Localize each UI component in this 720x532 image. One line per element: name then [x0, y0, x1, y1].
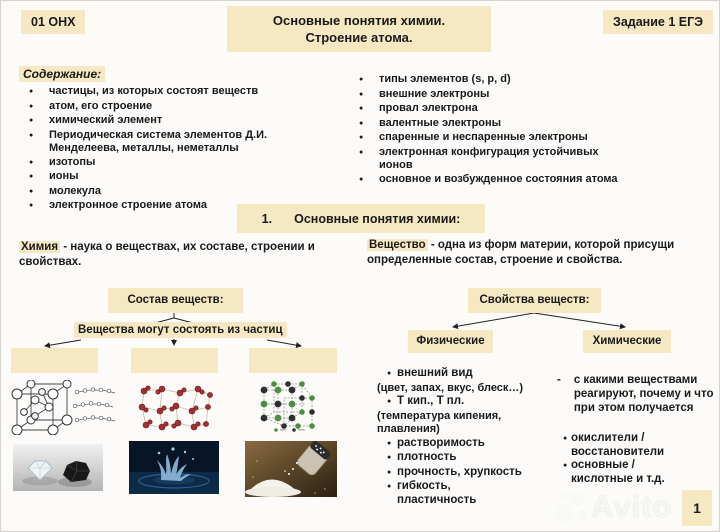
list-item-text: спаренные и неспаренные электроны [379, 131, 588, 143]
water-splash-photo [129, 441, 219, 494]
dash-marker: - [557, 374, 561, 386]
list-item [549, 432, 720, 459]
bullet-icon [29, 156, 49, 171]
list-item-text: Т кип., Т пл. [397, 395, 465, 407]
watermark-text: Avito [591, 489, 673, 524]
list-item-text: частицы, из которых состоят веществ [49, 85, 259, 97]
slide-title [227, 6, 491, 52]
list-item-text: атом, его строение [49, 99, 153, 112]
chemical-intro-text: с какими веществами реагируют, почему и что при этом получается [573, 374, 714, 414]
list-item-text: растворимость [397, 436, 485, 449]
list-item [29, 129, 299, 156]
list-item [359, 73, 637, 88]
bullet-icon [373, 480, 397, 507]
list-item [29, 100, 299, 115]
list-item-text: провал электрона [379, 102, 478, 114]
ionic-lattice-image [246, 380, 332, 432]
bullet-icon [373, 466, 397, 481]
list-item [373, 480, 543, 507]
bullet-icon [29, 185, 49, 200]
bullet-icon [359, 88, 379, 103]
list-item-text: внешний вид [397, 367, 473, 379]
list-item [29, 185, 299, 200]
bullet-icon [29, 114, 49, 129]
list-item [549, 459, 720, 486]
list-item [359, 117, 637, 132]
composition-title-box: Состав веществ: [108, 288, 243, 313]
list-item-text: прочность, хрупкость [397, 465, 522, 478]
list-item [373, 395, 543, 410]
section-number: 1. [261, 211, 273, 226]
contents-list-right [359, 73, 637, 187]
list-item-text: гибкость, пластичность [397, 480, 477, 506]
chemical-intro [549, 373, 720, 415]
bullet-icon [549, 459, 571, 486]
physical-properties-box: Физические [408, 330, 493, 353]
page-number: 1 [682, 490, 712, 526]
section-label: Основные понятия химии: [294, 211, 461, 226]
list-item [359, 131, 637, 146]
bullet-icon [29, 85, 49, 100]
bullet-icon [359, 73, 379, 88]
contents-list-left [29, 85, 299, 214]
header-right-badge: Задание 1 ЕГЭ [603, 10, 713, 34]
list-item [373, 437, 543, 452]
bullet-icon [29, 129, 49, 156]
list-item [359, 146, 637, 173]
bullet-icon [29, 199, 49, 214]
bullet-icon [373, 437, 397, 452]
properties-title-box: Свойства веществ: [468, 288, 601, 313]
list-item-text: электронная конфигурация устойчивых ионов [379, 145, 599, 171]
list-item [359, 173, 637, 188]
bullet-icon [373, 367, 397, 382]
list-item-text: внешние электроны [379, 87, 490, 100]
list-item-text: химический элемент [49, 114, 163, 126]
particle-box-1 [11, 348, 98, 373]
list-item [373, 367, 543, 382]
header-left-badge: 01 ОНХ [21, 10, 85, 34]
bullet-icon [359, 173, 379, 188]
list-item-text: электронное строение атома [49, 199, 207, 211]
list-item-text: типы элементов (s, p, d) [379, 73, 511, 85]
molecular-lattice-image [132, 381, 216, 433]
bullet-icon [359, 131, 379, 146]
list-item-text: изотопы [49, 155, 96, 168]
composition-subtitle: Вещества могут состоять из частиц [74, 322, 287, 338]
chemistry-definition [19, 240, 344, 270]
contents-heading: Содержание: [19, 66, 105, 82]
list-item-text: ионы [49, 170, 79, 182]
list-item [359, 88, 637, 103]
list-item-note: (температура кипения, плавления) [377, 409, 502, 435]
list-item [29, 114, 299, 129]
physical-properties-list [373, 367, 543, 507]
list-item-note: (цвет, запах, вкус, блеск…) [377, 381, 524, 394]
list-item [373, 466, 543, 481]
term-chemistry: Химия [21, 241, 59, 253]
particle-box-3 [249, 348, 337, 373]
list-item [29, 156, 299, 171]
list-item [29, 170, 299, 185]
bullet-icon [359, 117, 379, 132]
term-substance: Вещество [369, 239, 426, 251]
bullet-icon [373, 451, 397, 466]
substance-definition [367, 238, 700, 268]
bullet-icon [359, 102, 379, 117]
chemical-properties-box: Химические [583, 330, 671, 353]
bullet-icon [29, 100, 49, 115]
title-line-1: Основные понятия химии. [272, 13, 446, 28]
avito-logo-icon [553, 488, 591, 526]
ionic-legend-icon [274, 428, 305, 432]
list-item [29, 85, 299, 100]
list-item [359, 102, 637, 117]
diamond-and-coal-photo [13, 444, 103, 491]
list-item-text: окислители / восстановители [571, 432, 665, 458]
chemistry-definition-text: - наука о веществах, их составе, строении и свойствах. [19, 241, 315, 268]
atomic-lattice-image [9, 380, 119, 435]
substance-definition-text: - одна из форм материи, которой присущи определенные состав, строение и свойства. [367, 239, 675, 266]
list-item [373, 451, 543, 466]
salt-shaker-photo [245, 441, 337, 497]
list-item-text: молекула [49, 184, 101, 197]
list-item-text: Периодическая система элементов Д.И. Менделеева, металлы, неметаллы [49, 128, 268, 154]
list-item-text: основное и возбужденное состояния атома [379, 172, 618, 185]
chemical-properties-list [549, 373, 720, 486]
bullet-icon [29, 170, 49, 185]
list-item-text: валентные электроны [379, 116, 502, 129]
list-item-text: плотность [397, 451, 457, 463]
bullet-icon [549, 432, 571, 459]
bullet-icon [373, 395, 397, 410]
title-line-2: Строение атома. [305, 30, 413, 45]
avito-watermark [553, 488, 672, 526]
list-item-text: основные / кислотные и т.д. [571, 459, 665, 485]
section-1-heading [237, 204, 485, 233]
particle-box-2 [131, 348, 218, 373]
bullet-icon [359, 146, 379, 173]
